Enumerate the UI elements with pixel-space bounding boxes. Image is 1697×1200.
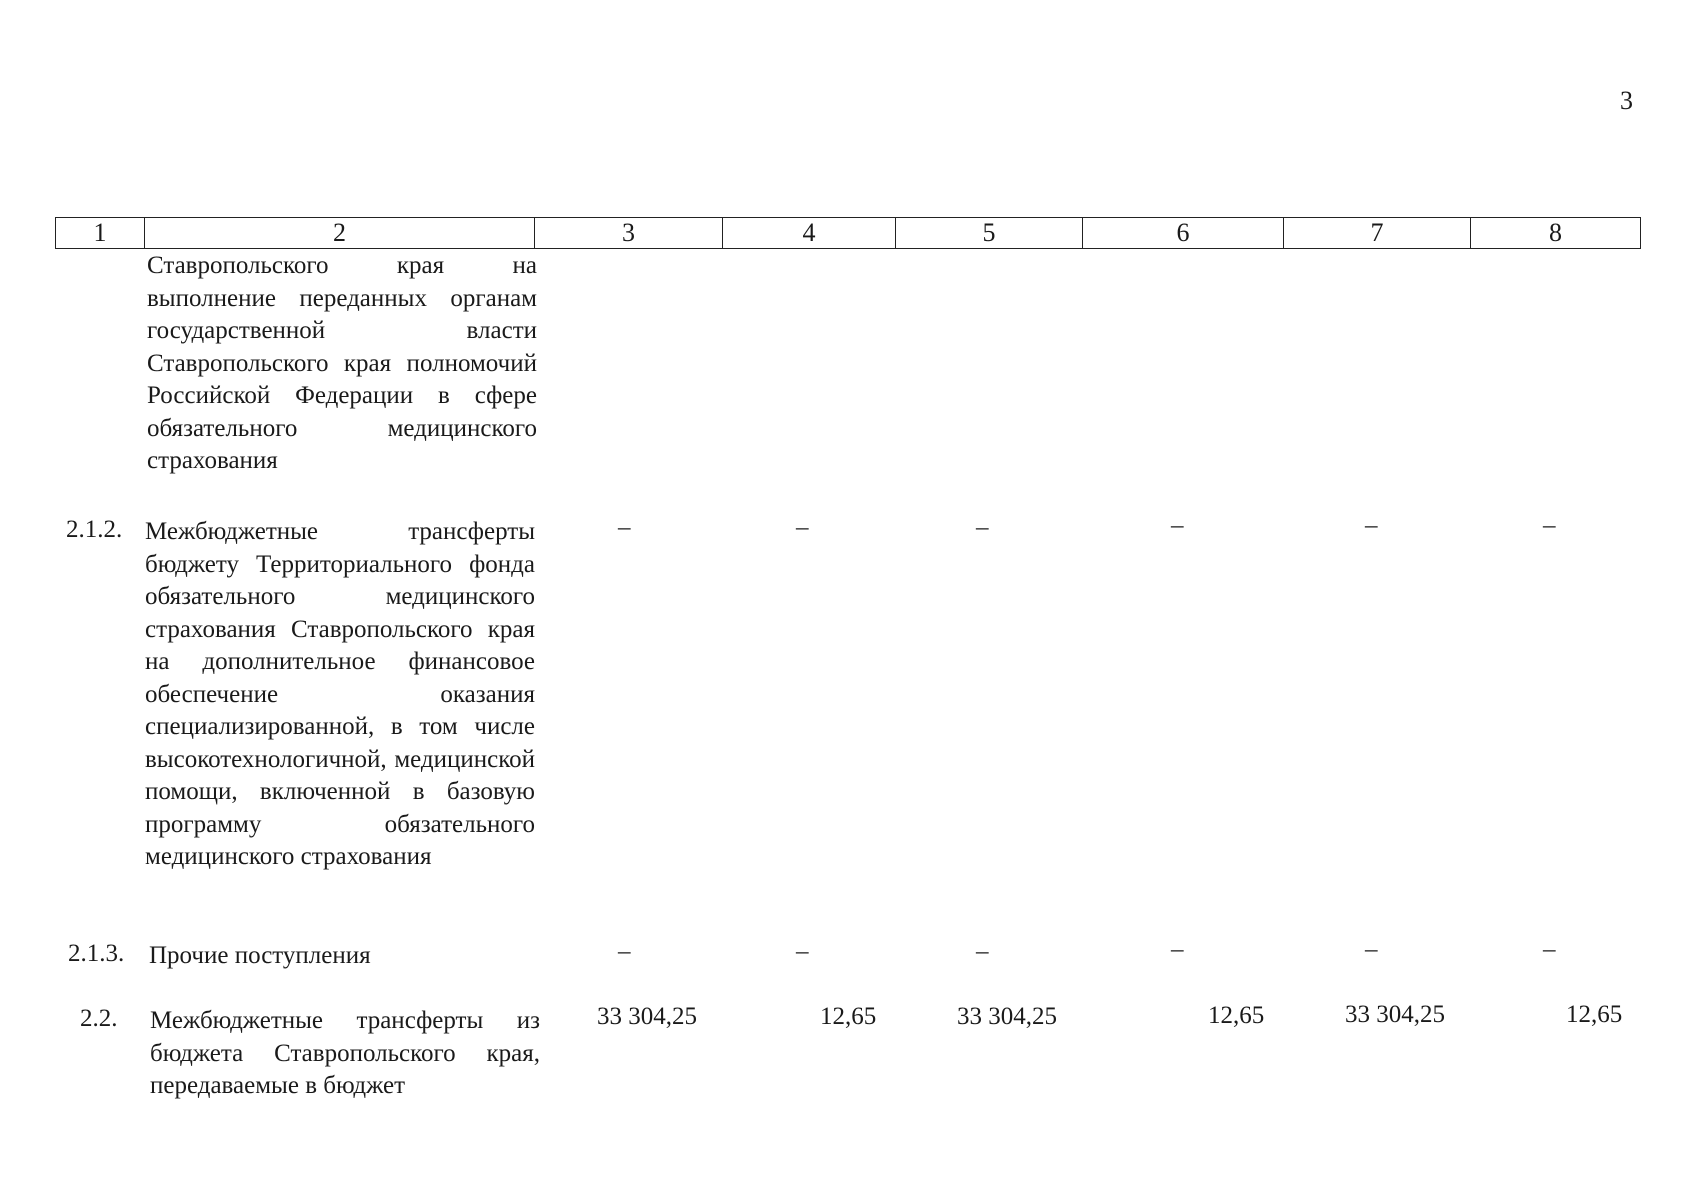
row-2-1-3-col6: –: [1171, 936, 1184, 963]
row-2-1-2-col3: –: [618, 514, 631, 541]
row-2-1-2-col4: –: [796, 514, 809, 541]
row-2-1-2-col5: –: [976, 514, 989, 541]
row-2-2-col4: 12,65: [820, 1003, 877, 1030]
row-number-2-1-3: 2.1.3.: [68, 940, 125, 967]
column-header-4: 4: [723, 218, 896, 249]
column-header-5: 5: [896, 218, 1083, 249]
row-text-2-2: Межбюджетные трансферты из бюджета Ставропольского края, передаваемые в бюджет: [150, 1007, 540, 1099]
column-header-table: [55, 217, 1641, 249]
row-2-2-col5: 33 304,25: [957, 1003, 1057, 1030]
row-number-2-2: 2.2.: [80, 1005, 118, 1032]
row-continuation-text: Ставропольского края на выполнение переданных органам государственной власти Ставропольского края полномочий Российской Федерации в сфере обязательного медицинского страхования: [147, 252, 537, 474]
row-text-2-1-3: Прочие поступления: [149, 942, 371, 969]
page-number: 3: [1620, 86, 1633, 115]
row-2-2-col3: 33 304,25: [597, 1003, 697, 1030]
row-2-1-3-col8: –: [1543, 936, 1556, 963]
row-2-2-col8: 12,65: [1566, 1001, 1623, 1028]
row-2-1-3-col4: –: [796, 938, 809, 965]
column-header-3: 3: [535, 218, 723, 249]
row-2-2-col6: 12,65: [1208, 1002, 1265, 1029]
column-header-1: 1: [56, 218, 145, 249]
row-2-1-2-col8: –: [1543, 512, 1556, 539]
row-2-1-3-col5: –: [976, 938, 989, 965]
row-2-1-2-col7: –: [1365, 512, 1378, 539]
column-header-6: 6: [1083, 218, 1284, 249]
row-2-2-col7: 33 304,25: [1345, 1001, 1445, 1028]
row-2-1-3-col3: –: [618, 938, 631, 965]
column-header-7: 7: [1284, 218, 1471, 249]
row-number-2-1-2: 2.1.2.: [66, 516, 123, 543]
row-2-1-3-col7: –: [1365, 936, 1378, 963]
column-header-8: 8: [1471, 218, 1641, 249]
row-text-2-1-2: Межбюджетные трансферты бюджету Территориального фонда обязательного медицинского страхования Ставропольского края на дополнительное финансовое обеспечение оказания специализированной, в том числе высокотехнологичной, медицинской помощи, включенной в базовую программу обязательного медицинского страхования: [145, 518, 535, 870]
column-header-2: 2: [145, 218, 535, 249]
row-2-1-2-col6: –: [1171, 512, 1184, 539]
